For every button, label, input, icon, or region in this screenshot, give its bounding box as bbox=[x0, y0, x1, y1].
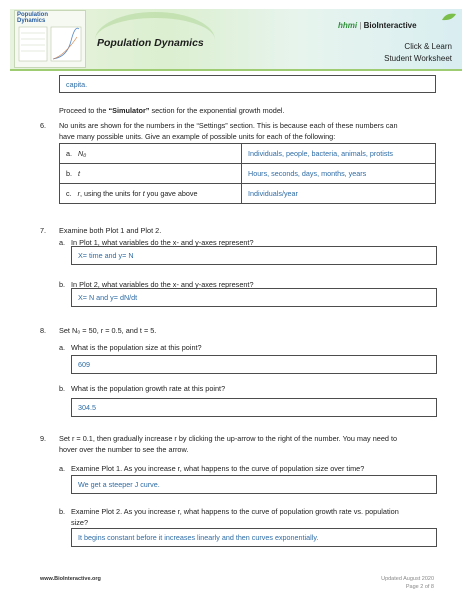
answer-box-7b[interactable]: X= N and y= dN/dt bbox=[71, 288, 437, 307]
table-cell-answer[interactable]: Individuals, people, bacteria, animals, protists bbox=[242, 144, 436, 164]
question-number: 8. bbox=[40, 326, 47, 335]
header-thumbnail bbox=[14, 10, 86, 68]
answer-box-carryover[interactable]: capita. bbox=[59, 75, 436, 93]
table-cell-answer[interactable]: Hours, seconds, days, months, years bbox=[242, 164, 436, 184]
table-row bbox=[60, 144, 436, 164]
question-8b-text: What is the population growth rate at this point? bbox=[71, 384, 226, 393]
subtitle-click-learn: Click & Learn bbox=[404, 42, 452, 51]
subquestion-letter: a. bbox=[59, 464, 66, 473]
subquestion-letter: b. bbox=[59, 280, 66, 289]
answer-box-8a[interactable]: 609 bbox=[71, 355, 437, 374]
subquestion-letter: b. bbox=[59, 384, 66, 393]
subquestion-letter: a. bbox=[59, 343, 66, 352]
question-number: 6. bbox=[40, 121, 47, 130]
table-cell-answer[interactable]: Individuals/year bbox=[242, 184, 436, 204]
subtitle-worksheet: Student Worksheet bbox=[384, 54, 452, 63]
table-cell-question: b. t bbox=[60, 164, 242, 184]
footer-page-info: Updated August 2020 Page 2 of 8 bbox=[381, 576, 434, 590]
footer-website-link[interactable]: www.BioInteractive.org bbox=[40, 576, 101, 582]
subquestion-letter: b. bbox=[59, 507, 66, 516]
thumbnail-graph-icon bbox=[15, 11, 85, 67]
question-number: 9. bbox=[40, 434, 47, 443]
question-9b-text: Examine Plot 2. As you increase r, what happens to the curve of population growth rate vs. population size? bbox=[71, 507, 399, 527]
question-8-text: Set N₀ = 50, r = 0.5, and t = 5. bbox=[59, 326, 157, 335]
brand-separator: | bbox=[359, 21, 362, 30]
brand-hhmi: hhmi bbox=[338, 21, 358, 30]
table-cell-question: c. r, using the units for t you gave above bbox=[60, 184, 242, 204]
answer-box-9a[interactable]: We get a steeper J curve. bbox=[71, 475, 437, 494]
question-7a-text: In Plot 1, what variables do the x- and y-axes represent? bbox=[71, 238, 254, 247]
question-6-text: No units are shown for the numbers in the “Settings” section. This is because each of these numbers can have many possible units. Give an example of possible units for each of the following: bbox=[59, 121, 398, 141]
answer-box-9b[interactable]: It begins constant before it increases linearly and then curves exponentially. bbox=[71, 528, 437, 547]
table-row bbox=[60, 164, 436, 184]
brand-logo bbox=[338, 21, 417, 30]
brand-name: BioInteractive bbox=[363, 21, 417, 30]
question-8a-text: What is the population size at this point? bbox=[71, 343, 202, 352]
question-7b-text: In Plot 2, what variables do the x- and y-axes represent? bbox=[71, 280, 254, 289]
table-row bbox=[60, 184, 436, 204]
leaf-icon bbox=[440, 12, 458, 22]
subquestion-letter: a. bbox=[59, 238, 66, 247]
question-7-text: Examine both Plot 1 and Plot 2. bbox=[59, 226, 162, 235]
question-9-text: Set r = 0.1, then gradually increase r by clicking the up-arrow to the right of the number. You may need to hover over the number to see the arrow. bbox=[59, 434, 398, 454]
answer-box-7a[interactable]: X= time and y= N bbox=[71, 246, 437, 265]
answer-box-8b[interactable]: 304.5 bbox=[71, 398, 437, 417]
question-number: 7. bbox=[40, 226, 47, 235]
simulator-instruction: Proceed to the “Simulator” section for the exponential growth model. bbox=[59, 106, 285, 115]
thumbnail-title: Population Dynamics bbox=[17, 12, 48, 24]
table-cell-question: a. N₀ bbox=[60, 144, 242, 164]
page-title: Population Dynamics bbox=[97, 37, 204, 49]
question-9a-text: Examine Plot 1. As you increase r, what happens to the curve of population size over time? bbox=[71, 464, 365, 473]
units-table bbox=[59, 143, 436, 204]
